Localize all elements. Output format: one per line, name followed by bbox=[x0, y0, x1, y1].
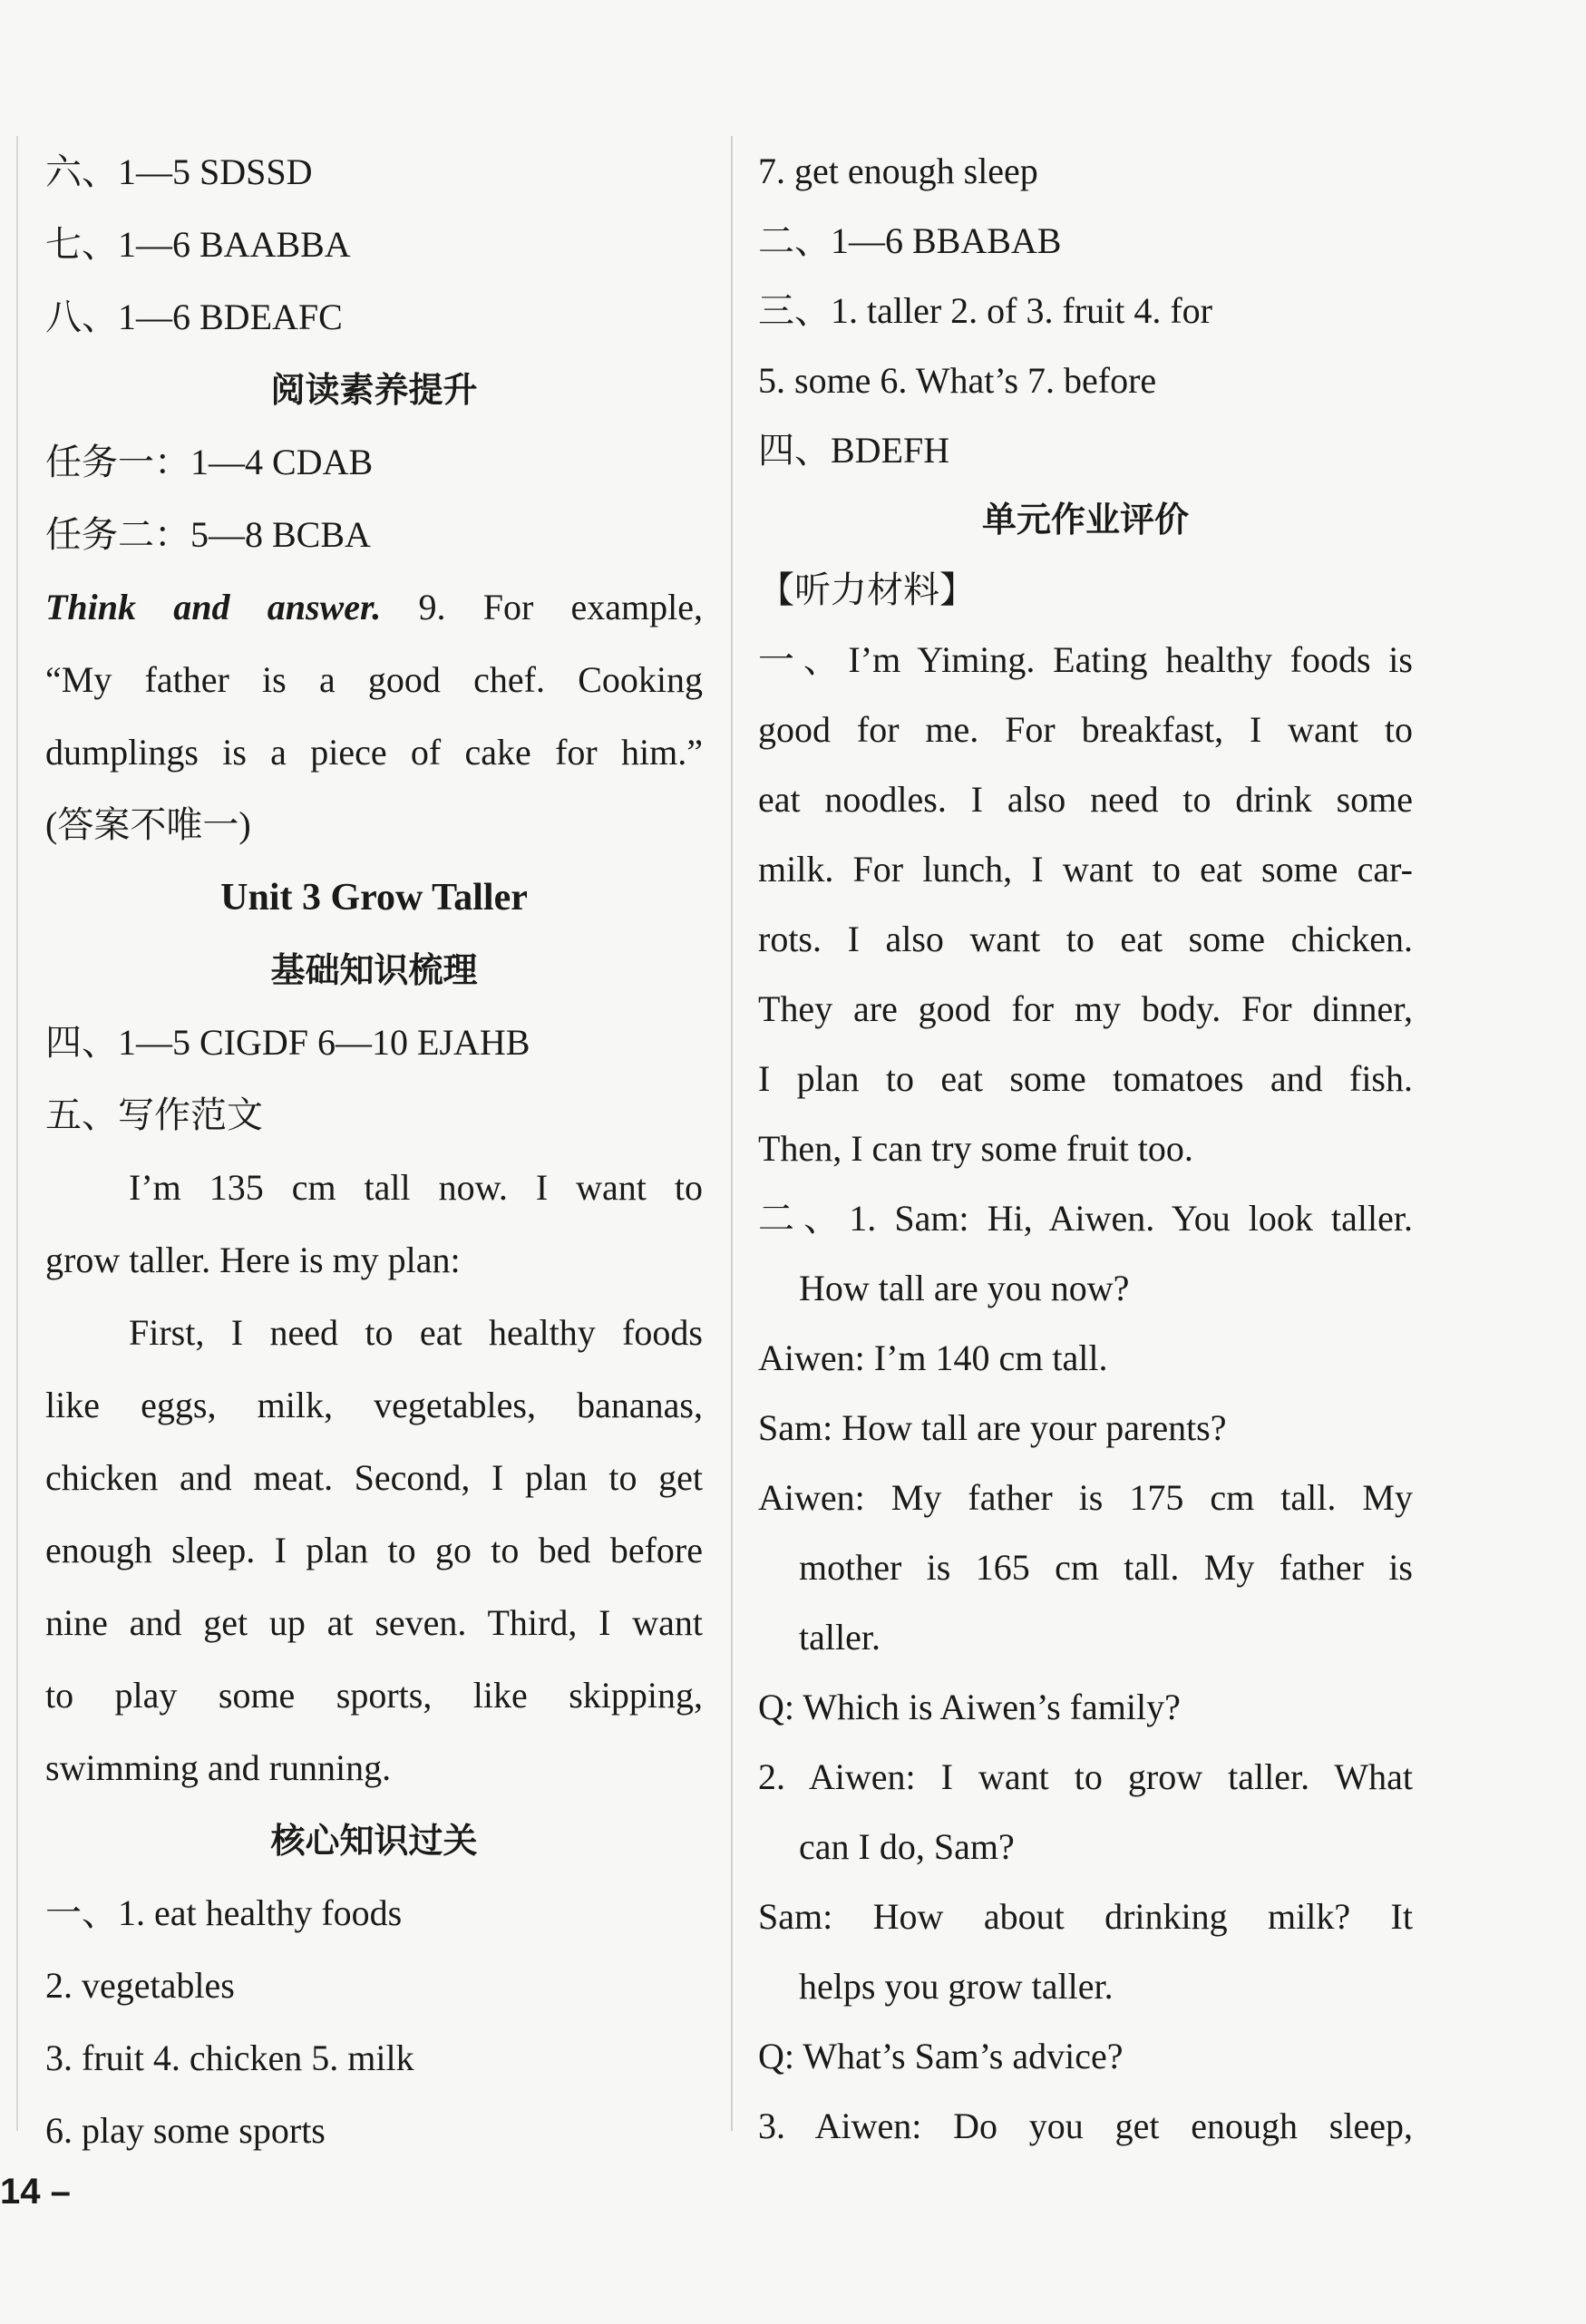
answer-line: 二、1—6 BBABAB bbox=[758, 220, 1062, 261]
transcript-line: helps you grow taller. bbox=[799, 1966, 1114, 2007]
transcript-line: I plan to eat some tomatoes and fish. bbox=[758, 1058, 1413, 1099]
essay-line: to play some sports, like skipping, bbox=[45, 1675, 703, 1716]
left-column bbox=[45, 136, 703, 2167]
transcript-line: taller. bbox=[799, 1617, 881, 1658]
answer-line: dumplings is a piece of cake for him.” bbox=[45, 732, 703, 773]
page-number: 14 – bbox=[0, 2172, 71, 2212]
answer-line: 任务二：5—8 BCBA bbox=[45, 514, 371, 555]
transcript-line: Then, I can try some fruit too. bbox=[758, 1128, 1193, 1169]
section-heading: 基础知识梳理 bbox=[270, 950, 478, 990]
answer-line: 6. play some sports bbox=[45, 2110, 326, 2151]
transcript-line: They are good for my body. For dinner, bbox=[758, 988, 1413, 1029]
transcript-line: 3. Aiwen: Do you get enough sleep, bbox=[758, 2105, 1413, 2146]
transcript-line: 2. Aiwen: I want to grow taller. What bbox=[758, 1756, 1413, 1797]
essay-line: chicken and meat. Second, I plan to get bbox=[45, 1457, 703, 1498]
section-heading: 阅读素养提升 bbox=[270, 370, 478, 410]
answer-line: 四、BDEFH bbox=[758, 430, 950, 471]
transcript-line: Sam: How about drinking milk? It bbox=[758, 1896, 1413, 1937]
section-heading: 单元作业评价 bbox=[981, 500, 1189, 540]
essay-line: swimming and running. bbox=[45, 1747, 392, 1788]
transcript-line: good for me. For breakfast, I want to bbox=[758, 709, 1413, 750]
essay-line: nine and get up at seven. Third, I want bbox=[45, 1602, 703, 1643]
column-divider bbox=[731, 136, 733, 2131]
answer-line: 7. get enough sleep bbox=[758, 151, 1038, 191]
think-answer-line bbox=[45, 571, 703, 644]
answer-line: 六、1—5 SDSSD bbox=[45, 151, 313, 192]
transcript-line: rots. I also want to eat some chicken. bbox=[758, 919, 1413, 959]
transcript-line: milk. For lunch, I want to eat some car- bbox=[758, 849, 1413, 890]
answer-line: 一、1. eat healthy foods bbox=[45, 1892, 403, 1933]
transcript-line: Sam: How tall are your parents? bbox=[758, 1407, 1227, 1448]
think-rest: 9. For example, bbox=[381, 587, 703, 627]
transcript-line: 二、1. Sam: Hi, Aiwen. You look taller. bbox=[758, 1198, 1413, 1239]
transcript-line: eat noodles. I also need to drink some bbox=[758, 779, 1413, 820]
answer-line: 5. some 6. What’s 7. before bbox=[758, 360, 1157, 401]
think-label: Think and answer. bbox=[45, 587, 382, 627]
unit-heading: Unit 3 Grow Taller bbox=[220, 877, 528, 919]
answer-line: 2. vegetables bbox=[45, 1965, 235, 2006]
essay-line: grow taller. Here is my plan: bbox=[45, 1240, 461, 1280]
right-column bbox=[758, 136, 1413, 2161]
answer-line: 四、1—5 CIGDF 6—10 EJAHB bbox=[45, 1022, 530, 1063]
essay-line: like eggs, milk, vegetables, bananas, bbox=[45, 1385, 703, 1425]
transcript-line: mother is 165 cm tall. My father is bbox=[799, 1547, 1413, 1588]
answer-line: “My father is a good chef. Cooking bbox=[45, 659, 703, 700]
transcript-line: Aiwen: My father is 175 cm tall. My bbox=[758, 1477, 1413, 1518]
left-margin-rule bbox=[16, 136, 18, 2131]
essay-line: First, I need to eat healthy foods bbox=[129, 1312, 703, 1353]
answer-line: (答案不唯一) bbox=[45, 804, 251, 845]
transcript-line: Aiwen: I’m 140 cm tall. bbox=[758, 1337, 1108, 1378]
answer-line: 任务一：1—4 CDAB bbox=[45, 442, 374, 482]
transcript-line: Q: What’s Sam’s advice? bbox=[758, 2036, 1124, 2076]
transcript-line: How tall are you now? bbox=[799, 1268, 1130, 1308]
section-heading: 核心知识过关 bbox=[270, 1821, 478, 1861]
transcript-line: Q: Which is Aiwen’s family? bbox=[758, 1687, 1181, 1727]
transcript-line: can I do, Sam? bbox=[799, 1826, 1015, 1867]
listening-heading: 【听力材料】 bbox=[758, 569, 976, 610]
answer-line: 3. fruit 4. chicken 5. milk bbox=[45, 2037, 414, 2078]
answer-line: 三、1. taller 2. of 3. fruit 4. for bbox=[758, 290, 1212, 331]
answer-line: 七、1—6 BAABBA bbox=[45, 224, 351, 265]
essay-line: I’m 135 cm tall now. I want to bbox=[129, 1167, 703, 1208]
answer-line: 八、1—6 BDEAFC bbox=[45, 297, 343, 337]
answer-line: 五、写作范文 bbox=[45, 1094, 263, 1135]
transcript-line: 一、I’m Yiming. Eating healthy foods is bbox=[758, 639, 1413, 680]
essay-line: enough sleep. I plan to go to bed before bbox=[45, 1530, 703, 1570]
